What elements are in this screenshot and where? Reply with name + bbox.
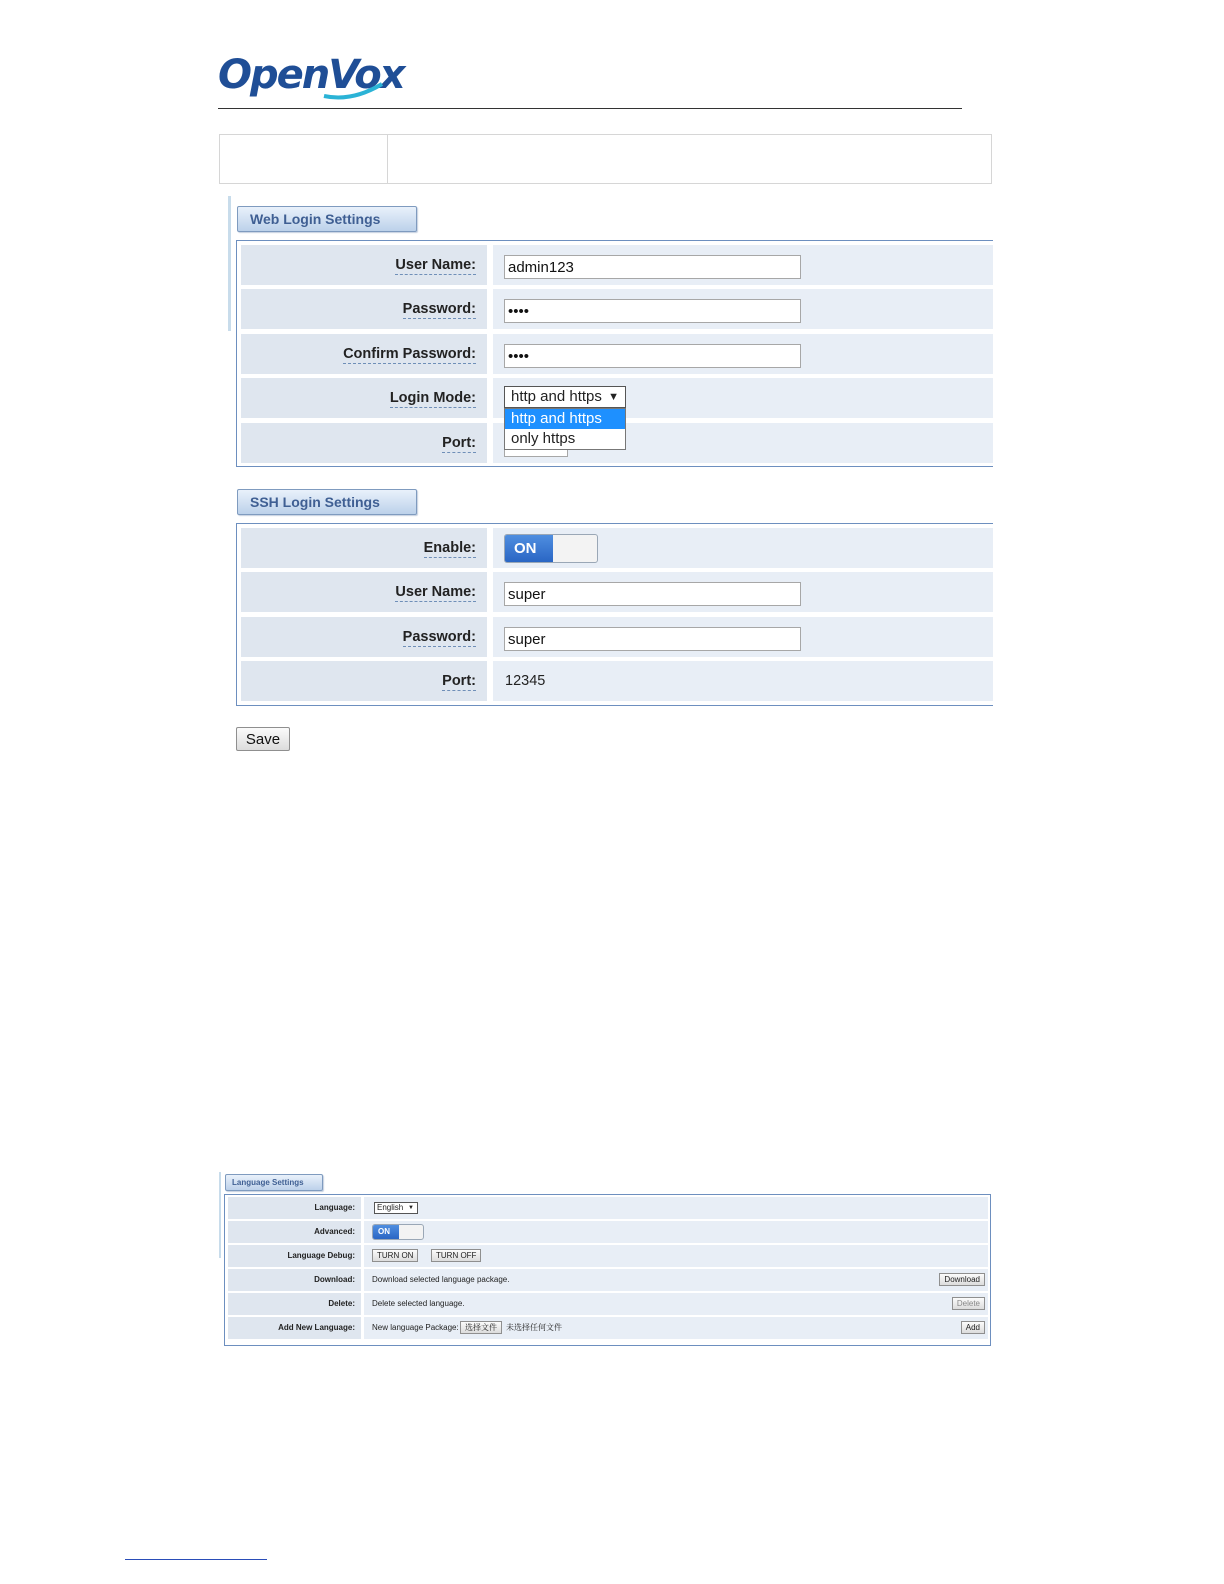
web-confirm-password-label-cell (241, 334, 487, 374)
ssh-port-label-cell (241, 661, 487, 701)
ssh-enable-label-cell (241, 528, 487, 568)
language-select-value: English (377, 1203, 404, 1212)
web-confirm-password-row (241, 334, 993, 374)
language-debug-value-cell (364, 1245, 988, 1267)
web-password-label-cell (241, 289, 487, 329)
web-password-row (241, 289, 993, 329)
advanced-row (228, 1221, 988, 1243)
add-button[interactable]: Add (961, 1321, 985, 1334)
table-divider (387, 135, 388, 183)
language-debug-row (228, 1245, 988, 1267)
ssh-port-row (241, 661, 993, 701)
ssh-user-name-input[interactable] (504, 582, 801, 606)
ssh-password-input[interactable] (504, 627, 801, 651)
login-mode-option-http-and-https[interactable]: http and https (505, 409, 625, 429)
advanced-value-cell (364, 1221, 988, 1243)
header-divider (218, 108, 962, 109)
download-button[interactable]: Download (939, 1273, 985, 1286)
ssh-port-value: 12345 (505, 673, 546, 689)
language-settings-table (224, 1194, 991, 1346)
web-user-name-label-cell (241, 245, 487, 285)
add-new-language-row (228, 1317, 988, 1339)
ssh-enable-label: Enable: (423, 540, 476, 556)
choose-file-button[interactable]: 选择文件 (460, 1321, 502, 1334)
advanced-toggle[interactable] (372, 1224, 424, 1240)
language-row (228, 1197, 988, 1219)
web-port-label-cell (241, 423, 487, 463)
ssh-user-name-label: User Name: (395, 584, 476, 600)
language-value-cell (364, 1197, 988, 1219)
delete-value-cell (364, 1293, 988, 1315)
turn-on-button[interactable]: TURN ON (372, 1249, 418, 1262)
ssh-password-label: Password: (402, 629, 476, 645)
login-mode-select[interactable] (504, 386, 626, 408)
turn-off-button[interactable]: TURN OFF (431, 1249, 481, 1262)
login-mode-selected-value: http and https (511, 388, 602, 405)
blank-header-table (219, 134, 992, 184)
download-description: Download selected language package. (372, 1275, 510, 1284)
advanced-label: Advanced: (228, 1221, 361, 1243)
delete-row (228, 1293, 988, 1315)
no-file-selected-text: 未选择任何文件 (506, 1323, 562, 1332)
web-confirm-password-input[interactable] (504, 344, 801, 368)
ssh-password-value-cell (493, 617, 993, 657)
ssh-login-table (236, 523, 993, 706)
logo-swoosh-icon (322, 80, 384, 100)
openvox-logo (218, 52, 404, 100)
download-value-cell (364, 1269, 988, 1291)
web-confirm-password-value-cell (493, 334, 993, 374)
ssh-login-section-title: SSH Login Settings (237, 489, 417, 515)
ssh-enable-toggle-on: ON (505, 535, 553, 562)
new-language-package-text: New language Package: (372, 1323, 459, 1332)
ssh-port-value-cell (493, 661, 993, 701)
login-mode-option-only-https[interactable]: only https (511, 430, 576, 447)
logo-text: OpenVox (218, 52, 404, 98)
language-left-accent-bar (219, 1172, 221, 1258)
web-login-mode-label: Login Mode: (389, 390, 476, 406)
ssh-password-row (241, 617, 993, 657)
web-confirm-password-label: Confirm Password: (343, 346, 476, 362)
download-label: Download: (228, 1269, 361, 1291)
ssh-user-name-label-cell (241, 572, 487, 612)
save-button[interactable]: Save (236, 727, 290, 751)
web-port-label: Port: (442, 435, 476, 451)
dropdown-arrow-icon: ▼ (408, 1205, 414, 1211)
language-label: Language: (228, 1197, 361, 1219)
delete-description: Delete selected language. (372, 1299, 465, 1308)
web-password-input[interactable] (504, 299, 801, 323)
web-user-name-input[interactable] (504, 255, 801, 279)
web-user-name-label: User Name: (395, 257, 476, 273)
dropdown-arrow-icon: ▼ (608, 391, 619, 403)
ssh-enable-row (241, 528, 993, 568)
delete-button[interactable]: Delete (952, 1297, 985, 1310)
language-debug-label: Language Debug: (228, 1245, 361, 1267)
login-mode-dropdown-list (504, 408, 626, 450)
web-user-name-row (241, 245, 993, 285)
web-login-mode-label-cell (241, 378, 487, 418)
add-new-language-value-cell (364, 1317, 988, 1339)
web-password-value-cell (493, 289, 993, 329)
download-row (228, 1269, 988, 1291)
ssh-password-label-cell (241, 617, 487, 657)
language-section-title: Language Settings (225, 1174, 323, 1191)
left-accent-bar (228, 196, 231, 331)
advanced-toggle-on: ON (373, 1225, 399, 1239)
web-login-section-title: Web Login Settings (237, 206, 417, 232)
ssh-enable-toggle[interactable] (504, 534, 598, 563)
ssh-user-name-row (241, 572, 993, 612)
language-select[interactable] (374, 1202, 418, 1214)
ssh-enable-value-cell (493, 528, 993, 568)
delete-label: Delete: (228, 1293, 361, 1315)
footer-link-underline (125, 1559, 267, 1560)
web-user-name-value-cell (493, 245, 993, 285)
ssh-port-label: Port: (442, 673, 476, 689)
web-password-label: Password: (402, 301, 476, 317)
add-new-language-label: Add New Language: (228, 1317, 361, 1339)
ssh-user-name-value-cell (493, 572, 993, 612)
